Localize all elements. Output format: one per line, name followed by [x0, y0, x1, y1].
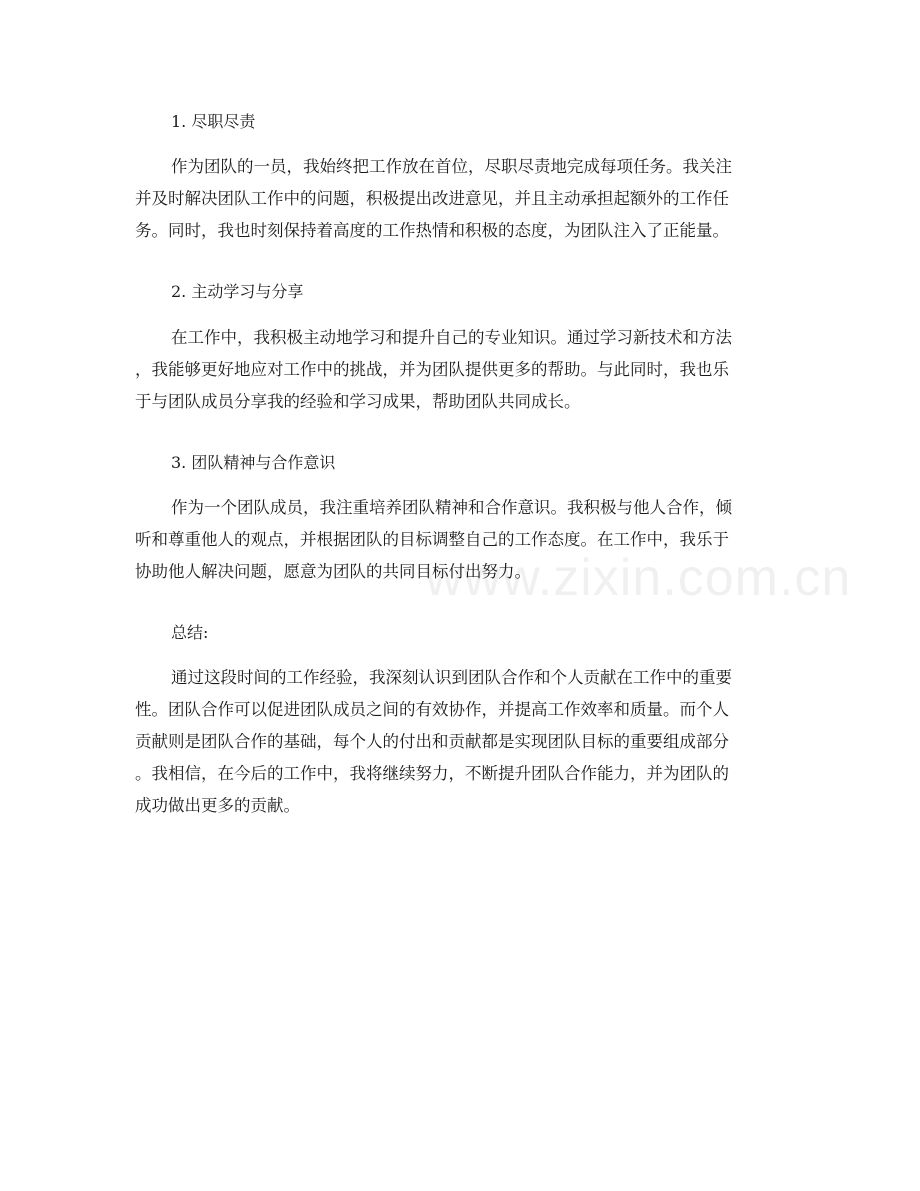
paragraph-line: 在工作中，我积极主动地学习和提升自己的专业知识。通过学习新技术和方法 — [171, 328, 732, 347]
section-heading-1: 1. 尽职尽责 — [171, 112, 256, 131]
paragraph-line: 并及时解决团队工作中的问题，积极提出改进意见，并且主动承担起额外的工作任 — [135, 189, 729, 208]
paragraph-line: 务。同时，我也时刻保持着高度的工作热情和积极的态度，为团队注入了正能量。 — [135, 221, 729, 240]
summary-paragraph — [135, 662, 786, 822]
paragraph-line: 通过这段时间的工作经验，我深刻认识到团队合作和个人贡献在工作中的重要 — [171, 668, 732, 687]
paragraph-line: 成功做出更多的贡献。 — [135, 796, 300, 815]
section-heading-2: 2. 主动学习与分享 — [171, 282, 304, 301]
section-heading-3: 3. 团队精神与合作意识 — [171, 453, 336, 472]
paragraph-line: 作为一个团队成员，我注重培养团队精神和合作意识。我积极与他人合作，倾 — [171, 498, 732, 517]
paragraph-line: 。我相信，在今后的工作中，我将继续努力，不断提升团队合作能力，并为团队的 — [135, 764, 729, 783]
section-paragraph-2 — [135, 322, 786, 418]
paragraph-line: ，我能够更好地应对工作中的挑战，并为团队提供更多的帮助。与此同时，我也乐 — [135, 360, 729, 379]
paragraph-line: 协助他人解决问题，愿意为团队的共同目标付出努力。 — [135, 562, 531, 581]
section-paragraph-1 — [135, 151, 786, 247]
paragraph-line: 贡献则是团队合作的基础，每个人的付出和贡献都是实现团队目标的重要组成部分 — [135, 732, 729, 751]
paragraph-line: 作为团队的一员，我始终把工作放在首位，尽职尽责地完成每项任务。我关注 — [171, 157, 732, 176]
section-paragraph-3 — [135, 492, 786, 588]
paragraph-line: 听和尊重他人的观点，并根据团队的目标调整自己的工作态度。在工作中，我乐于 — [135, 530, 729, 549]
paragraph-line: 于与团队成员分享我的经验和学习成果，帮助团队共同成长。 — [135, 392, 581, 411]
paragraph-line: 性。团队合作可以促进团队成员之间的有效协作，并提高工作效率和质量。而个人 — [135, 700, 729, 719]
watermark-text: www.zixin.com.cn — [425, 549, 852, 607]
summary-heading: 总结: — [171, 623, 209, 642]
